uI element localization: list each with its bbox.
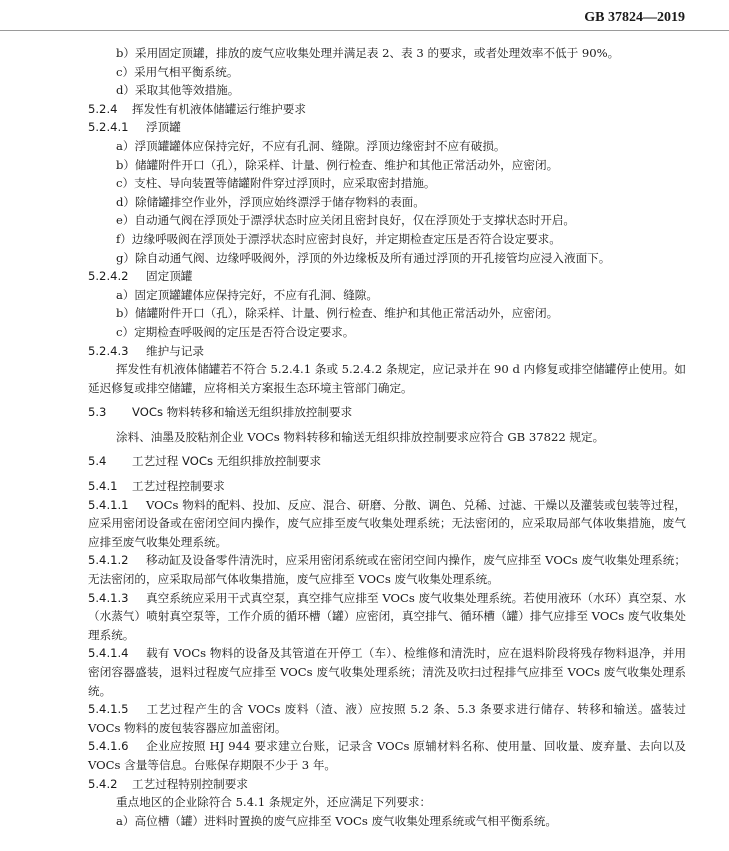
header-rule [0,30,729,31]
list-item: d）采取其他等效措施。 [116,83,240,98]
list-item: d）除储罐排空作业外，浮顶应始终漂浮于储存物料的表面。 [116,194,425,209]
list-item: a）高位槽（罐）进料时置换的废气应排至 VOCs 废气收集处理系统或气相平衡系统。 [116,813,557,828]
document-body [88,44,686,830]
list-item: a）固定顶罐罐体应保持完好，不应有孔洞、缝隙。 [116,287,378,302]
section-heading: 5.2.4 挥发性有机液体储罐运行维护要求 [88,101,306,116]
clause: 5.4.1.6 企业应按照 HJ 944 要求建立台账，记录含 VOCs 原辅材料名称、使用量、回收量、废弃量、去向以及 VOCs 含量等信息。台账保存期限不少于 3 年。 [88,739,686,772]
clause: 5.4.1.3 真空系统应采用干式真空泵，真空排气应排至 VOCs 废气收集处理系统。若使用液环（水环）真空泵、水（水蒸气）喷射真空泵等，工作介质的循环槽（罐）应密闭，真空排气、循环槽（罐）排气应排至 VOCs 废气收集处理系统。 [88,590,686,642]
section-heading: 5.2.4.2 固定顶罐 [88,269,193,284]
list-item: c）支柱、导向装置等储罐附件穿过浮顶时，应采取密封措施。 [116,176,436,191]
standard-number: GB 37824—2019 [584,10,685,25]
clause: 5.4.1.5 工艺过程产生的含 VOCs 废料（渣、液）应按照 5.2 条、5.3 条要求进行储存、转移和输送。盛装过 VOCs 物料的废包装容器应加盖密闭。 [88,702,686,735]
section-heading: 5.4.1 工艺过程控制要求 [88,479,225,494]
section-heading: 5.4 工艺过程 VOCs 无组织排放控制要求 [88,454,322,469]
list-item: e）自动通气阀在浮顶处于漂浮状态时应关闭且密封良好，仅在浮顶处于支撑状态时开启。 [116,213,576,228]
list-item: c）定期检查呼吸阀的定压是否符合设定要求。 [116,324,355,339]
clause: 5.4.1.1 VOCs 物料的配料、投加、反应、混合、研磨、分散、调色、兑稀、过滤、干燥以及灌装或包装等过程，应采用密闭设备或在密闭空间内操作，废气应排至废气收集处理系统；无法密闭的，应采取局部气体收集措施，废气应排至废气收集处理系统。 [88,497,686,549]
paragraph: 涂料、油墨及胶粘剂企业 VOCs 物料转移和输送无组织排放控制要求应符合 GB 37822 规定。 [116,429,605,444]
paragraph: 重点地区的企业除符合 5.4.1 条规定外，还应满足下列要求： [116,795,432,810]
list-item: b）采用固定顶罐，排放的废气应收集处理并满足表 2、表 3 的要求，或者处理效率不低于 90%。 [116,46,620,60]
list-item: c）采用气相平衡系统。 [116,64,239,79]
paragraph: 挥发性有机液体储罐若不符合 5.2.4.1 条或 5.2.4.2 条规定，应记录并在 90 d 内修复或排空储罐停止使用。如延迟修复或排空储罐，应将相关方案报生态环境主管部门确定。 [88,362,686,395]
clause: 5.4.1.4 载有 VOCs 物料的设备及其管道在开停工（车）、检维修和清洗时，应在退料阶段将残存物料退净，并用密闭容器盛装，退料过程废气应排至 VOCs 废气收集处理系统；清洗及吹扫过程排气应排至 VOCs 废气收集处理系统。 [88,646,686,698]
clause: 5.4.1.2 移动缸及设备零件清洗时，应采用密闭系统或在密闭空间内操作，废气应排至 VOCs 废气收集处理系统；无法密闭的，应采取局部气体收集措施，废气应排至 VOCs 废气收集处理系统。 [88,553,686,587]
list-item: a）浮顶罐罐体应保持完好，不应有孔洞、缝隙。浮顶边缘密封不应有破损。 [116,138,506,153]
list-item: b）储罐附件开口（孔），除采样、计量、例行检查、维护和其他正常活动外，应密闭。 [116,306,559,321]
section-heading: 5.3 VOCs 物料转移和输送无组织排放控制要求 [88,405,353,420]
section-heading: 5.2.4.3 维护与记录 [88,343,204,358]
section-heading: 5.2.4.1 浮顶罐 [88,120,181,135]
list-item: g）除自动通气阀、边缘呼吸阀外，浮顶的外边缘板及所有通过浮顶的开孔接管均应浸入液面下。 [116,250,611,265]
list-item: f）边缘呼吸阀在浮顶处于漂浮状态时应密封良好，并定期检查定压是否符合设定要求。 [116,231,561,246]
list-item: b）储罐附件开口（孔），除采样、计量、例行检查、维护和其他正常活动外，应密闭。 [116,157,559,172]
section-heading: 5.4.2 工艺过程特别控制要求 [88,776,248,791]
